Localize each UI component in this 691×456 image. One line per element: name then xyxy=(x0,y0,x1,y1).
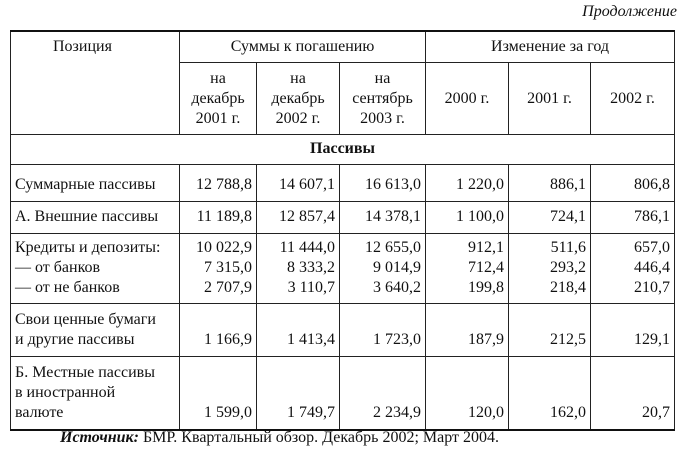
table-row xyxy=(11,258,675,278)
cell: 210,7 xyxy=(591,278,675,304)
header-change-group: Изменение за год xyxy=(426,31,675,63)
cell: 3 110,7 xyxy=(257,278,340,304)
cell: 14 378,1 xyxy=(340,202,426,234)
header-row-groups xyxy=(11,31,675,63)
row-label: — от не банков xyxy=(11,278,180,304)
source-label: Источник: xyxy=(60,429,139,446)
cell: 2 234,9 xyxy=(340,357,426,431)
header-line: декабрь xyxy=(191,90,245,107)
cell: 8 333,2 xyxy=(257,258,340,278)
cell: 14 607,1 xyxy=(257,165,340,202)
row-label-line: в иностранной xyxy=(15,384,116,401)
row-label-line: валюте xyxy=(15,404,64,421)
cell: 3 640,2 xyxy=(340,278,426,304)
header-line: 2002 г. xyxy=(275,110,321,127)
continuation-label: Продолжение xyxy=(582,3,677,20)
cell: 293,2 xyxy=(509,258,591,278)
cell: 11 189,8 xyxy=(180,202,257,234)
header-sums-group: Суммы к погашению xyxy=(180,31,426,63)
header-change-2000: 2000 г. xyxy=(426,63,509,135)
header-line: на xyxy=(290,70,306,87)
row-label xyxy=(11,304,180,357)
liabilities-table xyxy=(10,30,675,431)
cell: 187,9 xyxy=(426,304,509,357)
cell: 212,5 xyxy=(509,304,591,357)
row-label xyxy=(11,357,180,431)
table-row xyxy=(11,165,675,202)
row-label-line: Свои ценные бумаги xyxy=(15,311,156,328)
header-line: декабрь xyxy=(271,90,325,107)
cell: 1 599,0 xyxy=(180,357,257,431)
source-note xyxy=(60,429,499,447)
cell: 1 100,0 xyxy=(426,202,509,234)
cell: 1 749,7 xyxy=(257,357,340,431)
header-line: на xyxy=(374,70,391,87)
table-row xyxy=(11,278,675,304)
cell: 12 857,4 xyxy=(257,202,340,234)
cell: 218,4 xyxy=(509,278,591,304)
header-dec-2001 xyxy=(180,63,257,135)
cell: 162,0 xyxy=(509,357,591,431)
section-title: Пассивы xyxy=(11,135,675,165)
header-position: Позиция xyxy=(11,31,180,135)
cell: 129,1 xyxy=(591,304,675,357)
row-label: Кредиты и депозиты: xyxy=(11,234,180,259)
row-label: — от банков xyxy=(11,258,180,278)
header-change-2002: 2002 г. xyxy=(591,63,675,135)
cell: 12 655,0 xyxy=(340,234,426,259)
cell: 446,4 xyxy=(591,258,675,278)
cell: 2 707,9 xyxy=(180,278,257,304)
cell: 10 022,9 xyxy=(180,234,257,259)
header-dec-2002 xyxy=(257,63,340,135)
table-row xyxy=(11,357,675,431)
cell: 912,1 xyxy=(426,234,509,259)
header-line: 2003 г. xyxy=(360,110,405,127)
cell: 20,7 xyxy=(591,357,675,431)
cell: 511,6 xyxy=(509,234,591,259)
section-row xyxy=(11,135,675,165)
cell: 1 166,9 xyxy=(180,304,257,357)
header-line: 2001 г. xyxy=(195,110,241,127)
cell: 1 413,4 xyxy=(257,304,340,357)
cell: 806,8 xyxy=(591,165,675,202)
header-line: на xyxy=(210,70,226,87)
header-sep-2003 xyxy=(340,63,426,135)
table-row xyxy=(11,234,675,259)
row-label: Суммарные пассивы xyxy=(11,165,180,202)
cell: 120,0 xyxy=(426,357,509,431)
header-line: сентябрь xyxy=(352,90,413,107)
cell: 7 315,0 xyxy=(180,258,257,278)
header-change-2001: 2001 г. xyxy=(509,63,591,135)
cell: 16 613,0 xyxy=(340,165,426,202)
cell: 1 723,0 xyxy=(340,304,426,357)
cell: 1 220,0 xyxy=(426,165,509,202)
row-label: А. Внешние пассивы xyxy=(11,202,180,234)
cell: 199,8 xyxy=(426,278,509,304)
cell: 9 014,9 xyxy=(340,258,426,278)
source-text: БМР. Квартальный обзор. Декабрь 2002; Март 2004. xyxy=(138,429,499,446)
table-row xyxy=(11,202,675,234)
cell: 786,1 xyxy=(591,202,675,234)
cell: 11 444,0 xyxy=(257,234,340,259)
cell: 712,4 xyxy=(426,258,509,278)
row-label-line: Б. Местные пассивы xyxy=(15,364,155,381)
cell: 12 788,8 xyxy=(180,165,257,202)
cell: 657,0 xyxy=(591,234,675,259)
table-row xyxy=(11,304,675,357)
cell: 724,1 xyxy=(509,202,591,234)
row-label-line: и другие пассивы xyxy=(15,331,135,348)
cell: 886,1 xyxy=(509,165,591,202)
